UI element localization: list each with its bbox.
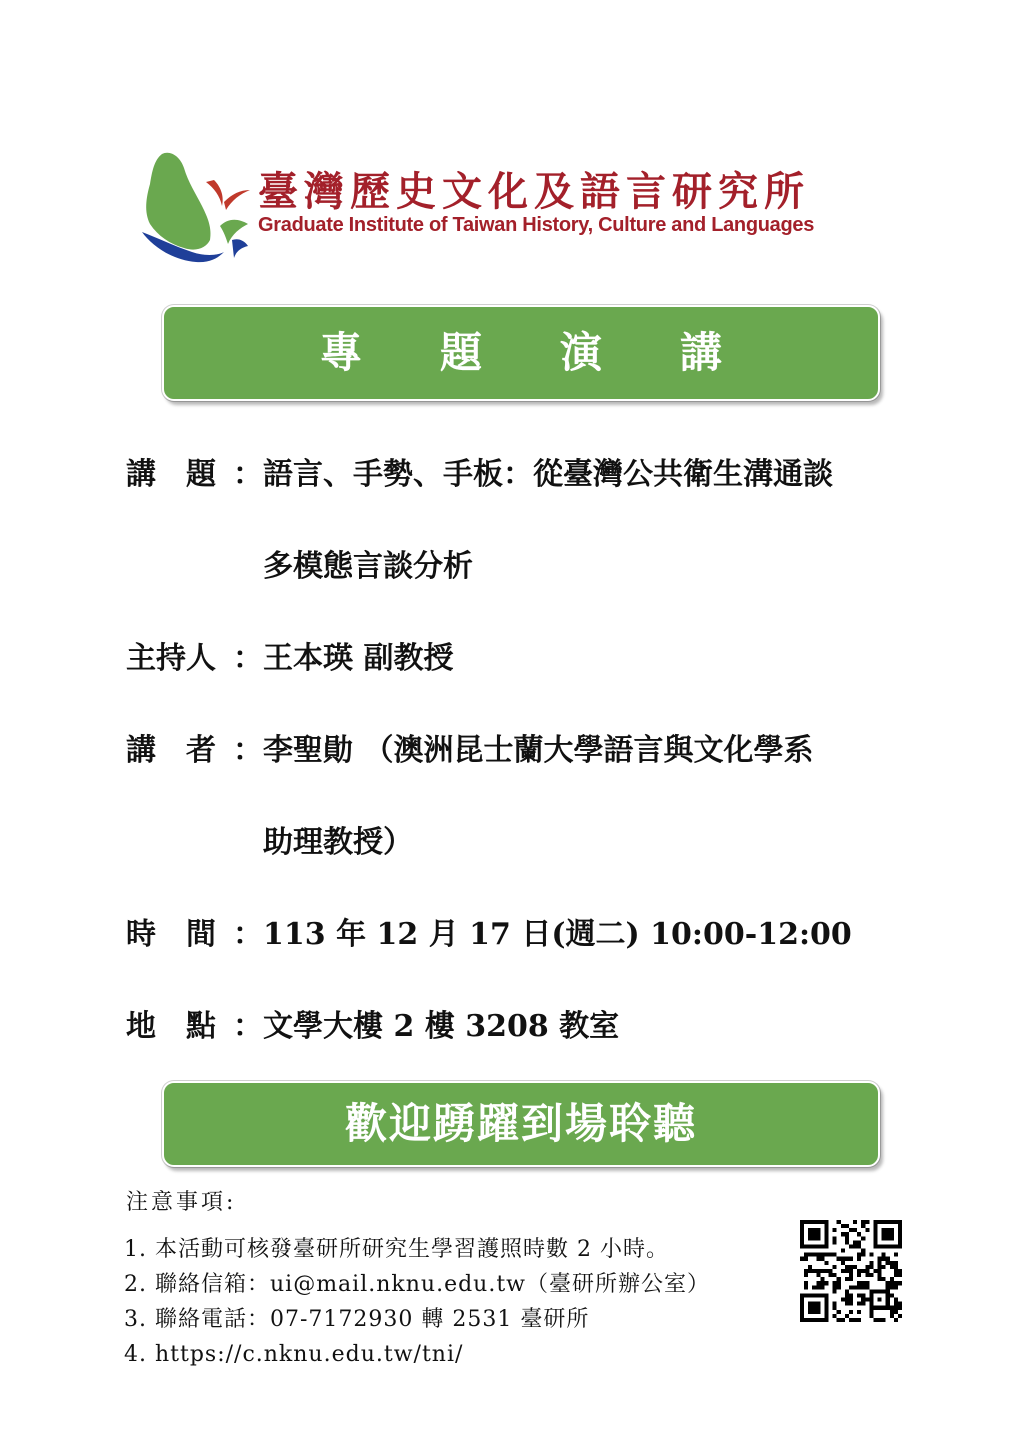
speaker-label: 講 者 ： — [126, 733, 263, 768]
topic-label: 講 題 ： — [126, 457, 263, 492]
host-label: 主持人 ： — [126, 641, 263, 676]
qr-code-icon[interactable] — [800, 1220, 902, 1322]
topic-row-cont — [126, 537, 926, 629]
host-value: 王本瑛 副教授 — [263, 641, 454, 676]
topic-value-line2: 多模態言談分析 — [263, 549, 473, 584]
time-value: 113 年 12 月 17 日(週二) 10:00-12:00 — [263, 917, 852, 952]
speaker-value-line2: 助理教授） — [263, 825, 413, 860]
notes-title: 注意事項: — [126, 1190, 237, 1215]
note-item: 4. https://c.nknu.edu.tw/tni/ — [124, 1342, 464, 1367]
institute-name-en: Graduate Institute of Taiwan History, Culture and Languages — [258, 214, 815, 236]
lecture-banner: 專題演講 — [162, 305, 880, 401]
place-label: 地 點 ： — [126, 1009, 263, 1044]
taiwan-island-logo-icon — [140, 148, 258, 268]
place-value: 文學大樓 2 樓 3208 教室 — [263, 1009, 620, 1044]
note-item: 2. 聯絡信箱：ui@mail.nknu.edu.tw（臺研所辦公室） — [124, 1272, 710, 1297]
time-row — [126, 905, 926, 997]
institute-header — [140, 148, 900, 273]
speaker-row — [126, 721, 926, 813]
welcome-banner: 歡迎踴躍到場聆聽 — [162, 1081, 880, 1167]
topic-row — [126, 445, 926, 537]
note-item: 1. 本活動可核發臺研所研究生學習護照時數 2 小時。 — [124, 1237, 669, 1262]
host-row — [126, 629, 926, 721]
place-row — [126, 997, 926, 1089]
notes-list — [124, 1232, 774, 1372]
institute-name-zh: 臺灣歷史文化及語言研究所 — [258, 168, 810, 215]
note-item: 3. 聯絡電話：07-7172930 轉 2531 臺研所 — [124, 1307, 590, 1332]
event-info — [126, 445, 926, 1089]
speaker-value-line1: 李聖勛 （澳洲昆士蘭大學語言與文化學系 — [263, 733, 814, 768]
time-label: 時 間 ： — [126, 917, 263, 952]
speaker-row-cont — [126, 813, 926, 905]
topic-value-line1: 語言、手勢、手板：從臺灣公共衛生溝通談 — [263, 457, 833, 492]
